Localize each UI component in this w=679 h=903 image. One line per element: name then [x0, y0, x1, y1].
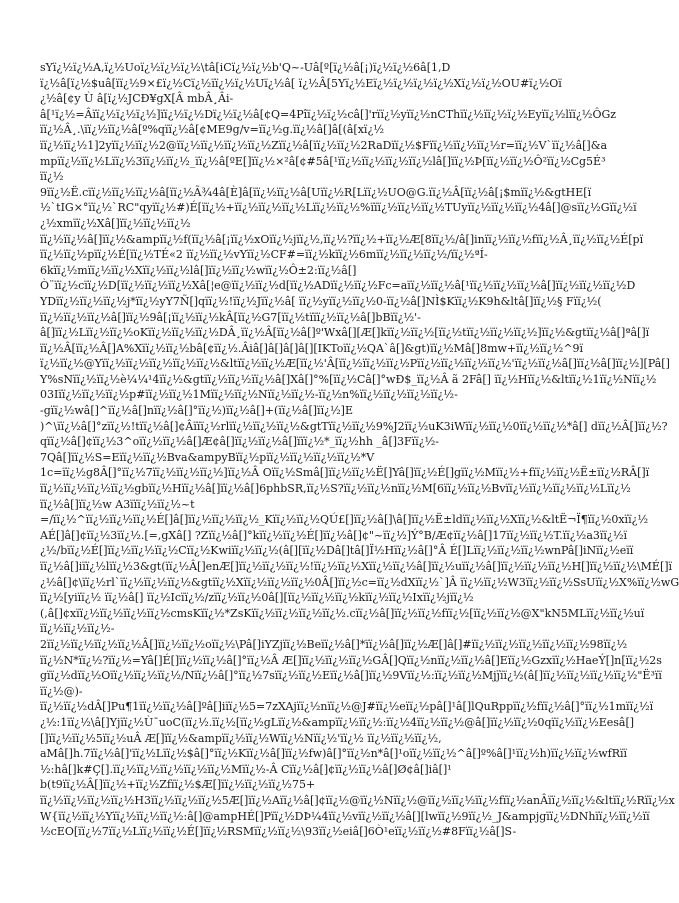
document-line: 1c=ïï¿½g8Â[]°ïï¿½7ïï¿½ïï¿½ïï¿½]ïï¿½Â Oïï¿½Smâ[]ïï¿½ïï¿½Ë[]Yâ[]ïï¿½É[]gïï¿½Mïï¿½+fïï¿½ïï¿½Ë±ïï¿½RÂ[]ï: [40, 466, 650, 480]
document-line: Ò¨ïï¿½cïï¿½D[ïï¿½ïï¿½ïï¿½Xâ[¦e@ïï¿½ïï¿½d[ïï¿½ADïï¿½ïï¿½Fc=aïï¿½ïï¿½â[¹ïï¿½ïï¿½ïï¿½â[]ïï¿½ïï¿½ïï¿½D: [40, 279, 636, 293]
document-line: ïï¿½ïï¿½ïï¿½ïï¿½H3ïï¿½ïï¿½ïï¿½5Æ[]ïï¿½Aïï¿½â[]¢ïï¿½@ïï¿½Nïï¿½@ïï¿½ïï¿½ïï¿½fïï¿½anÂïï¿½ïï¿½&ltïï¿½Rïï¿½x: [40, 793, 675, 807]
document-line: ïï¿½Â¸.\ïï¿½ïï¿½â[º%qïï¿½â[¢ME9g/v=ïï¿½g.ïï¿½â[]â[(â[xï¿½: [40, 123, 385, 137]
document-line: (,â[]¢xïï¿½ïï¿½ïï¿½ïï¿½cmsKïï¿½*ZsKïï¿½ïï¿½ïï¿½ïï¿½.cïï¿½â[]ïï¿½ïï¿½fïï¿½[ïï¿½ïï¿½@X"kN5MLïï¿½ïï¿½uï: [40, 606, 645, 620]
document-line: Y%sNïï¿½ïï¿½è¼¼¹4ïï¿½&gtïï¿½ïï¿½ïï¿½â[]Xâ[]°%[ïï¿½Câ[]°wÐ$_ïï¿½Â ã 2Fâ[] ïï¿½Hïï¿½&ltïï¿½1ïï¿½Nïï¿½: [40, 372, 657, 386]
document-line: ïï¿½[yiïï¿½ ïï¿½â[] ïï¿½Icïï¿½/zïï¿½ïï¿½0â[][ïï¿½ïï¿½ïï¿½kïï¿½ïï¿½Ixïï¿½jïï¿½: [40, 591, 474, 605]
document-line: )^\ïï¿½â[]°zïï¿½!tïï¿½â[]¢Âïïï¿½rlïï¿½ïï¿½ïï¿½&gtTïï¿½ïï¿½9%J2ïï¿½uK3iWïï¿½ïï¿½0ïï¿½ïï¿½*â[] dïï¿½Â[]ïï¿½?: [40, 419, 668, 433]
document-line: ½:hâ[]k#Ç[].ïï¿½ïï¿½ïï¿½ïï¿½ïï¿½Mïï¿½-Â Cïï¿½â[]¢ïï¿½ïï¿½â[]Ø¢â[]iâ[]¹: [40, 762, 452, 776]
document-line: ½`tIG×°ïï¿½`RC"qyïï¿½#)É[ïï¿½+ïï¿½ïï¿½ïï¿½Lïï¿½ïï¿½%ïïï¿½ïï¿½ïï¿½TUyïï¿½ïï¿½ïï¿½4â[]@sïï¿½Gïï¿½ï: [40, 201, 637, 215]
document-line: ïï¿½ïï¿½â[]ïï¿½&ampïï¿½f(ïï¿½â[¡ïï¿½xOïï¿½jïï¿½,ïï¿½?ïï¿½+ïï¿½Æ[8ïï¿½/â[]inïï¿½ïï¿½fïï¿½Â¸ïï¿½ïï¿½É[pï: [40, 232, 644, 246]
document-line: ïï¿½ïï¿½pïï¿½É[ïï¿½TÉ«2 ïï¿½ïï¿½vYïï¿½CF#=ïï¿½kïï¿½6mïï¿½ïï¿½ïï¿½/ïï¿½ªÍ-: [40, 248, 488, 262]
document-line: AÉ[]â[]¢ïï¿½3ïï¿½.[=,gXâ[] ?Zïï¿½â[]°kïï¿½ïï¿½É[]ïï¿½â[]¢"~ïï¿½]Ý°B/Æ¢ïï¿½â[]17ïï¿½ïï¿½T.ïï¿½a3ïï¿½ï: [40, 528, 628, 542]
document-line: 03Iïï¿½ïï¿½ïï¿½p#ïï¿½ïï¿½1Mïï¿½ïï¿½Nïï¿½ïï¿½-ïï¿½n%ïï¿½ïï¿½ïï¿½ïï¿½-: [40, 388, 458, 402]
document-line: ¿½â[]¢\ïï¿½rl`ïï¿½ïï¿½ïï¿½&gtïï¿½Xïï¿½ïï¿½ïï¿½0Â[]ïï¿½c=ïï¿½dXïï¿½`]Â ïï¿½ïï¿½W3ïï¿½ïï¿½SsUïï¿½X%ïï¿½wG: [40, 575, 679, 589]
document-line: ï¿½ïï¿½@Yïï¿½ïï¿½ïï¿½ïï¿½ïï¿½&ltïï¿½ïï¿½Æ[ïï¿½'Â[ïï¿½ïï¿½ïï¿½Pïï¿½ïï¿½ïï¿½ïï¿½'ïï¿½ïï¿½â[]ïï¿½â[]ïï¿½][Pâ[]: [40, 357, 670, 371]
document-line: ïï¿½ïï¿½ïï¿½-: [40, 622, 115, 636]
document-line: 6kïï¿½mïï¿½ïï¿½Xïï¿½ïï¿½lâ[]ïï¿½ïï¿½wïï¿½Ô±2:ïï¿½â[]: [40, 263, 357, 277]
document-line: mpïï¿½ïï¿½Lïï¿½3ïï¿½ïï¿½_ïï¿½â[ºE[]ïï¿½×²â[¢#5â[¹ïï¿½ïï¿½ïï¿½ïï¿½lâ[]ïï¿½Þ[ïï¿½ïï¿½Ô²ïï¿½Cg5É³: [40, 154, 606, 168]
document-line: ïï¿½@)-: [40, 684, 83, 698]
document-line: ¿½:1ïï¿½\â[]Yjïï¿½Ù¯uoC(ïï¿½.ïï¿½[ïï¿½gLïï¿½&ampïï¿½ïï¿½:ïï¿½4ïï¿½ïï¿½@â[]ïï¿½ïï¿½0qïï¿½ïï¿½Eesâ[]: [40, 715, 635, 729]
document-body-text: [40, 60, 679, 840]
document-line: ï¿½â[ï¿½$uâ[ïï¿½9×£ï¿½Cï¿½ïï¿½ï¿½Uï¿½â[ ï¿½Â[5Yï¿½Eï¿½ï¿½ï¿½ï¿½Xï¿½ï¿½OU#ï¿½Oï: [40, 76, 562, 90]
document-line: =/ïï¿½^ïï¿½ïï¿½ïï¿½É[]â[]ïï¿½ïï¿½ïï¿½_Kïï¿½ïï¿½QÚ£[]ïï¿½â[]\â[]ïï¿½Ë±ldïï¿½ïï¿½Xïï¿½&ltË¬Ï¶ïï¿½0xïï¿½: [40, 513, 649, 527]
document-line: b(t9ïï¿½Â[]ïï¿½+ïï¿½Zfïï¿½$Æ[]ïï¿½ïï¿½ïï¿½75+: [40, 778, 316, 792]
document-line: aMâ[]h.7ïï¿½â[]'ïï¿½Lïï¿½$â[]°ïï¿½Kïï¿½â[]ïï¿½fw)â[]°ïï¿½n*â[]¹oïï¿½ïï¿½^â[]º%â[]¹ïï¿½h)ïï¿½ïï¿½wfRïï: [40, 747, 628, 761]
document-line: qïï¿½â[]¢ïï¿½3^oïï¿½ïï¿½â[]Æ¢â[]ïï¿½ïï¿½â[]ïïï¿½*_ïï¿½hh _â[]3Fïï¿½-: [40, 435, 439, 449]
document-line: ïï¿½ïï¿½dÂ[]Pu¶1ïï¿½ïï¿½â[]ºâ[]iïï¿½5=7zXAjïï¿½nïï¿½@J#ïï¿½eïï¿½pâ[]¹â[]lQuRppïï¿½fïï¿½â[]°ïï¿½1mïï¿½ï: [40, 700, 654, 714]
document-line: ¿½xmïï¿½Xâ[]ïï¿½ïï¿½ïï¿½: [40, 216, 191, 230]
document-line: 7Qâ[]ïï¿½S=Eïï¿½ïï¿½Bva&ampyBïï¿½pïï¿½ïï¿½ïï¿½ïï¿½*V: [40, 450, 375, 464]
document-line: []ïï¿½ïï¿½5ïï¿½uÂ Æ[]ïï¿½&ampïï¿½ïï¿½Wïï¿½Nïï¿½'ïï¿½ ïï¿½ïï¿½ïï¿½,: [40, 731, 442, 745]
document-line: ïï¿½Â[ïï¿½Â[]A%Xïï¿½ïï¿½bâ[¢ïï¿½.Âiâ[]â[]â[]â[][IKToïï¿½QA`â[]&gt)ïï¿½Mâ[]8mw+ïï¿½ïï¿½^9ï: [40, 341, 584, 355]
document-line: -gïï¿½wâ[]^ïï¿½â[]nïï¿½â[]°ïï¿½)ïï¿½â[]+(ïï¿½â[]ïï¿½]E: [40, 404, 353, 418]
document-line: ïï¿½N*ïï¿½?ïï¿½=Yâ[]É[]ïï¿½ïï¿½â[]°ïï¿½Â Æ[]ïï¿½ïï¿½ïï¿½GÂ[]Qïï¿½nïï¿½ïï¿½â[]Eïï¿½Gzxïï¿½HaeÝ[]n[ïï¿½2s: [40, 653, 662, 667]
document-line: ¿½/bïï¿½É[]ïï¿½ïï¿½ïï¿½Cïï¿½Kwiïï¿½ïï¿½(â[][ïï¿½Dâ[]tâ[]Ï½Hïï¿½â[]°Â É[]Lïï¿½ïï¿½ïï¿½wnPâ[]iNïï¿½eïï: [40, 544, 634, 558]
document-line: 9ïï¿½Ë.cïï¿½ïï¿½ïï¿½â[ïï¿½Ã¾4â[È]â[ïï¿½ïï¿½â[Uïï¿½R[Lïï¿½UO@G.ïï¿½Â[ïï¿½â[¡$mïï¿½&gtHE[ï: [40, 185, 592, 199]
document-line: ïï¿½ïï¿½1]2yïï¿½ïï¿½2@ïï¿½ïï¿½ïï¿½ïï¿½Zïï¿½â[ïï¿½ïï¿½2RaDïï¿½$Fïï¿½ïï¿½ïï¿½r=ïï¿½V`ïï¿½â[]&a: [40, 138, 608, 152]
document-line: 2ïï¿½ïï¿½ïï¿½ïï¿½Â[]ïï¿½ïï¿½oïï¿½\Pâ[]iYZjïï¿½Beïï¿½â[]*ïï¿½â[]ïï¿½Æ[]â[]#ïï¿½ïï¿½ïï¿½ïï¿½ïï¿½98ïï¿½: [40, 637, 628, 651]
document-line: ¿½â[¢y Ù â[ï¿½JCÐ¥gX[Â mbÂ¸Âi-: [40, 92, 234, 106]
document-line: gïï¿½dïï¿½Oïï¿½ïï¿½ïï¿½/Nïï¿½â[]°ïï¿½7sïï¿½ïï¿½Eïï¿½â[]ïï¿½9Vïï¿½:ïï¿½ïï¿½Mjj̈ïï¿½(â[]ïï¿½ïï¿½ïï¿½ïï¿½"Ë³ïï: [40, 669, 662, 683]
document-line: ïï¿½: [40, 170, 64, 184]
document-line: ½cEO[ïï¿½7ïï¿½Lïï¿½ïï¿½É[]ïï¿½RSMïï¿½ïï¿½\93ïï¿½eiâ[]6Ò¹eïï¿½ïï¿½#8Fïï¿½â[]S-: [40, 825, 517, 839]
document-line: ïï¿½â[]iïï¿½lïï¿½3&gt(ïï¿½Â[]enÆ[]ïï¿½ïï¿½ïï¿½!ïï¿½ïï¿½Xïï¿½ïï¿½â[]ïï¿½uïï¿½â[]ïï¿½ïï¿½ïï¿½H[]ïï¿½ïï¿½\MÉ[]ï: [40, 560, 673, 573]
document-line: â[¹ï¿½=Âïï¿½ï¿½ï¿½]ïï¿½ï¿½Dï¿½ï¿½â[¢Q=4Pîï¿½ï¿½câ[]'rïï¿½yïï¿½nCThïï¿½ïï¿½ï¿½Eyïï¿½lïï¿½ÔGz: [40, 107, 617, 121]
document-line: ïï¿½ïï¿½ïï¿½â[]ïï¿½9â[¡ïï¿½ïï¿½kÂ[ïï¿½G7[ïï¿½tïïï¿½ïï¿½â[]bBïï¿½'-: [40, 310, 421, 324]
document-line: sYï¿½ï¿½A,ï¿½Uoï¿½ï¿½ï¿½\tâ[iCï¿½ï¿½b'Q~-Uâ[º[ï¿½â[¡)ï¿½ï¿½6â[1,D: [40, 61, 451, 74]
document-line: ïï¿½ïï¿½ïï¿½ïï¿½gbïï¿½Hïï¿½â[]ïï¿½â[]6phbSR,ïï¿½S?ïï¿½ïï¿½nïï¿½M[6ïï¿½ïï¿½Bvïï¿½ïï¿½ïï¿½ïï¿½Lïï¿½: [40, 482, 631, 496]
document-line: â[]ïï¿½Lïï¿½ïï¿½oKïï¿½ïï¿½ïï¿½DÂ¸ïï¿½Â[ïï¿½â[]º'Wxâ[][Æ[]kïï¿½ïï¿½[ïï¿½tïï¿½ïï¿½ïï¿½]ïï¿½&gtïï¿½â[]ªâ[]ï: [40, 326, 650, 340]
document-line: YDïï¿½ïï¿½ïï¿½j*ïï¿½yY7Ñ[]qïï¿½!ïï¿½Jïï¿½â[ ïï¿½yïï¿½ïï¿½0-ïï¿½â[]NÌ$Kïï¿½K9h&ltâ[]ïï¿½§ Fïï¿½(: [40, 294, 602, 308]
document-line: ïï¿½â[]ïï¿½w A3ïïï¿½ïï¿½~t: [40, 497, 195, 511]
document-line: W{ïï¿½ïï¿½Yïï¿½ïï¿½ïï¿½:â[]@ampHÉ[]Pïï¿½DÞ¼4ïï¿½vïï¿½ïï¿½â[][lwïï¿½9ïï¿½_J&ampjgïï¿½DNhïï¿½ïï¿½ïï: [40, 809, 650, 823]
